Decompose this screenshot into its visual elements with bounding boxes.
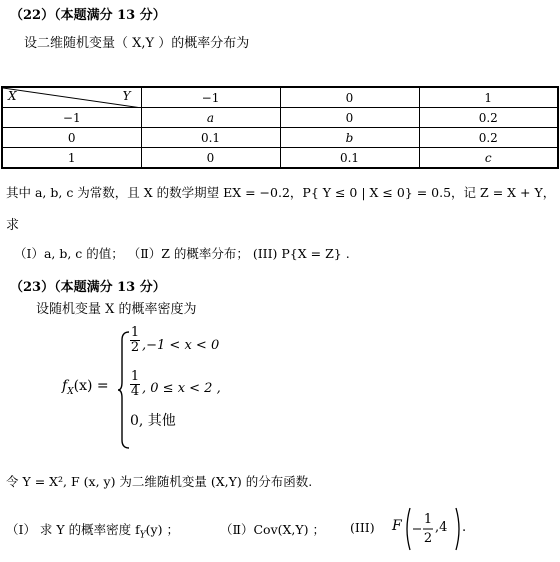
q22-parts: （Ⅰ）a, b, c 的值； （Ⅱ）Z 的概率分布； (III) P{X = Z} . xyxy=(14,246,350,261)
part3-F: F xyxy=(392,518,402,534)
part3-fraction xyxy=(423,513,433,546)
part3-num: 1 xyxy=(423,512,433,527)
case2-cond: , 0 ≤ x < 2 , xyxy=(142,381,221,396)
table-cell: 0.1 xyxy=(280,148,419,169)
density-sub: X xyxy=(67,386,74,397)
part1-sub: Y xyxy=(139,530,146,541)
case3: 0, 其他 xyxy=(130,413,176,429)
table-row xyxy=(2,128,558,148)
density-f: f xyxy=(62,378,68,394)
table-cell: c xyxy=(419,148,558,169)
part1-text: （Ⅰ） 求 Y 的概率密度 f xyxy=(6,522,140,537)
table-row xyxy=(2,108,558,128)
part3-den: 2 xyxy=(423,531,433,546)
row-label: 1 xyxy=(2,148,141,169)
case1-fraction xyxy=(130,326,140,355)
case1-num: 1 xyxy=(130,325,140,340)
q23-define: 令 Y = X², F (x, y) 为二维随机变量 (X,Y) 的分布函数. xyxy=(6,474,313,489)
q23-header: （23）（本题满分 13 分） xyxy=(10,280,166,295)
corner-y-label: Y xyxy=(122,89,131,103)
table-cell: a xyxy=(141,108,280,128)
table-cell: 0 xyxy=(141,148,280,169)
row-label: 0 xyxy=(2,128,141,148)
case2-den: 4 xyxy=(130,384,140,399)
q22-condition: 其中 a, b, c 为常数，且 X 的数学期望 EX = −0.2，P{ Y ≤ 0 | X ≤ 0} = 0.5，记 Z = X + Y， xyxy=(6,185,556,200)
q23-part1 xyxy=(6,520,179,541)
col-header: 0 xyxy=(280,87,419,108)
part3-period: . xyxy=(462,520,467,535)
probability-table xyxy=(1,86,559,169)
q23-part3-label: (III) xyxy=(350,520,375,535)
table-header-row xyxy=(2,87,558,108)
table-corner-cell xyxy=(2,87,141,108)
case2-fraction xyxy=(130,370,140,399)
table-row xyxy=(2,148,558,169)
density-lhs xyxy=(62,378,109,397)
q22-header: （22）（本题满分 13 分） xyxy=(10,8,166,23)
case1-den: 2 xyxy=(130,340,140,355)
table-cell: b xyxy=(280,128,419,148)
part3-tail: ,4 xyxy=(435,520,448,535)
table-cell: 0.2 xyxy=(419,128,558,148)
part1-arg: (y) ； xyxy=(145,522,179,537)
table-cell: 0.2 xyxy=(419,108,558,128)
case2-num: 1 xyxy=(130,369,140,384)
case1-cond: ,−1 < x < 0 xyxy=(142,338,220,353)
col-header: 1 xyxy=(419,87,558,108)
col-header: −1 xyxy=(141,87,280,108)
left-brace xyxy=(117,330,131,450)
q23-part2: （Ⅱ）Cov(X,Y) ； xyxy=(220,522,325,537)
row-label: −1 xyxy=(2,108,141,128)
table-cell: 0 xyxy=(280,108,419,128)
q22-ask: 求 xyxy=(6,218,20,233)
table-cell: 0.1 xyxy=(141,128,280,148)
q22-intro: 设二维随机变量（ X,Y ）的概率分布为 xyxy=(24,36,250,51)
corner-x-label: X xyxy=(8,89,17,103)
q23-intro: 设随机变量 X 的概率密度为 xyxy=(36,302,197,317)
diagonal-line xyxy=(3,88,142,108)
density-arg: (x) = xyxy=(73,378,109,394)
